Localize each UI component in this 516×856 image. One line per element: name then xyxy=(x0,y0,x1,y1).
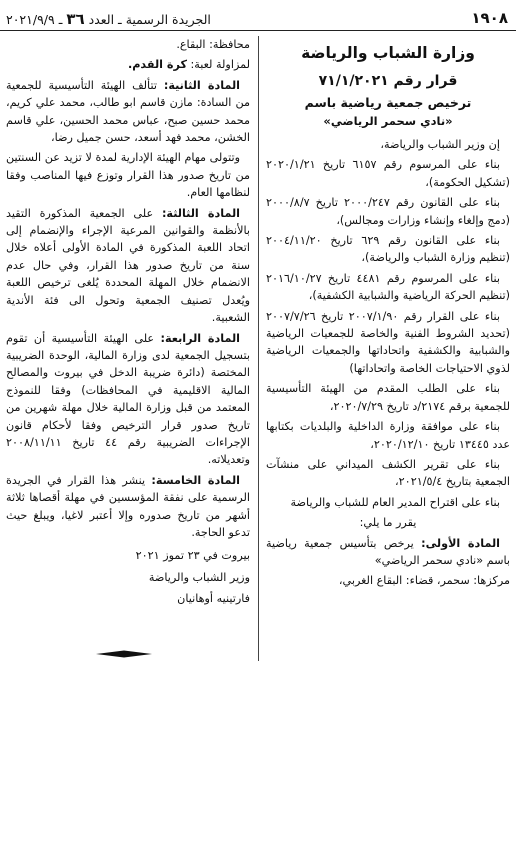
article-4-text: على الهيئة التأسيسية أن تقوم بتسجيل الجمعية لدى وزارة المالية، الوحدة الضريبية المختصة (دائرة ضريبة الدخل في بيروت والمصالح المالية الاقليمية في المحافظات) وفقا للنموذج المعتمد من قبل وزارة المالية خلال مهلة شهرين من تاريخ صدور قرار الترخيص وفقا لأحكام قانون الإجراءات الضريبية رقم ٤٤ تاريخ ٢٠٠٨/١١/١١ وتعديلاته. xyxy=(6,331,250,467)
signatory-name: فارتينيه أوهانيان xyxy=(177,592,250,606)
article-3-label: المادة الثالثة: xyxy=(161,206,240,220)
consideration-item: بناء على القانون رقم ٦٢٩ تاريخ ٢٠٠٤/١١/٢٠ (تنظيم وزارة الشباب والرياضة)، xyxy=(266,234,510,265)
column-divider xyxy=(258,36,259,661)
article-3-text: على الجمعية المذكورة التقيد بالأنظمة والقوانين المرعية الإجراء والإنضمام إلى اتحاد اللعبة المذكورة في المادة الأولى أعلاه خلال سنة من تاريخ صدور هذا القرار، وفي حال عدم الانضمام خلال المهلة المحددة يُلغى ترخيص اللعبة ويُعدل تصنيف الجمعية وتحول الى فئة الأندية الشعبية. xyxy=(6,206,250,325)
end-ornament-icon xyxy=(96,650,152,658)
article-1-text: يرخص بتأسيس جمعية رياضية باسم «نادي سحمر الرياضي» xyxy=(266,536,510,567)
place-date: بيروت في ٢٣ تموز ٢٠٢١ xyxy=(135,549,250,563)
issue-number: ٣٦ xyxy=(66,10,85,28)
article-2-text: تتألف الهيئة التأسيسية للجمعية من السادة: مازن قاسم ابو طالب، محمد علي كريم، محمد حسين صبح، عباس محمد الحسين، علي قاسم الخشن، محمد فهد أسعد، حسن جميل رضا، xyxy=(6,78,250,145)
article-2-label: المادة الثانية: xyxy=(163,78,240,92)
consideration-item: بناء على المرسوم رقم ٦١٥٧ تاريخ ٢٠٢٠/١/٢١ (تشكيل الحكومة)، xyxy=(266,158,510,189)
article-5-label: المادة الخامسة: xyxy=(151,473,240,487)
left-column xyxy=(6,36,250,612)
article-3 xyxy=(6,205,250,327)
article-4 xyxy=(6,330,250,469)
article-1 xyxy=(266,535,510,570)
consideration-item: بناء على تقرير الكشف الميداني على منشآت الجمعية بتاريخ ٢٠٢١/٥/٤، xyxy=(266,457,510,489)
governorate-line: محافظة: البقاع. xyxy=(176,38,250,51)
decision-subject: ترخيص جمعية رياضية باسم xyxy=(304,95,472,110)
consideration-item: بناء على موافقة وزارة الداخلية والبلديات بكتابها عدد ١٣٤٤٥ تاريخ ٢٠٢٠/١٢/١٠، xyxy=(266,420,510,451)
location-line: مركزها: سحمر، قضاء: البقاع الغربي، xyxy=(338,574,510,588)
intro-line: إن وزير الشباب والرياضة، xyxy=(380,138,500,151)
right-column xyxy=(266,36,510,593)
decision-number: قرار رقم ٧١/١/٢٠٢١ xyxy=(318,73,458,89)
consideration-item: بناء على الطلب المقدم من الهيئة التأسيسية للجمعية برقم ٢١٧٤/د تاريخ ٢٠٢٠/٧/٢٩، xyxy=(266,382,510,413)
page-number: ١٩٠٨ xyxy=(471,9,508,27)
consideration-item: بناء على القرار رقم ٢٠٠٧/١/٩٠ تاريخ ٢٠٠٧/٧/٢٦ (تحديد الشروط الفنية والخاصة للجمعيات الرياضية والشبابية والكشفية واتحاداتها والجمعيات الرياضية لذوي الاحتياجات الخاصة واتحاداتها) xyxy=(266,309,510,375)
club-name: «نادي سحمر الرياضي» xyxy=(323,114,453,128)
sport-name: كرة القدم. xyxy=(127,58,187,72)
ministry-heading: وزارة الشباب والرياضة xyxy=(301,44,475,62)
signature-block xyxy=(6,547,250,607)
gazette-title-prefix: الجريدة الرسمية ـ العدد xyxy=(88,12,211,27)
page-header xyxy=(0,0,516,31)
issue-date: ـ ٢٠٢١/٩/٩ xyxy=(6,12,63,27)
signatory-title: وزير الشباب والرياضة xyxy=(148,570,250,584)
gazette-title xyxy=(6,10,211,28)
consideration-item: بناء على المرسوم رقم ٤٤٨١ تاريخ ٢٠١٦/١٠/٢٧ (تنظيم الحركة الرياضية والشبابية الكشفية)، xyxy=(266,271,510,303)
article-5-text: ينشر هذا القرار في الجريدة الرسمية على نفقة المؤسسين في مهلة أقصاها ثلاثة أشهر من تاريخ صدوره وإلا أعتبر لاغيا، ويبلغ حيث تدعو الحاجة. xyxy=(6,473,250,539)
article-2-continuation: وتتولى مهام الهيئة الإدارية لمدة لا تزيد عن السنتين من تاريخ صدور هذا القرار وتوزع فيها المناصب وفقا لنظامها العام. xyxy=(6,151,250,200)
article-5 xyxy=(6,472,250,542)
sport-line xyxy=(6,56,250,73)
article-1-label: المادة الأولى: xyxy=(421,536,500,550)
article-2 xyxy=(6,77,250,147)
article-4-label: المادة الرابعة: xyxy=(160,331,240,345)
consideration-item: بناء على القانون رقم ٢٠٠٠/٢٤٧ تاريخ ٢٠٠٠/٨/٧ (دمج وإلغاء وإنشاء وزارات ومجالس)، xyxy=(266,196,510,227)
consideration-item: بناء على اقتراح المدير العام للشباب والرياضة xyxy=(290,495,500,509)
sport-label: لمزاولة لعبة: xyxy=(190,58,250,72)
decides-line: يقرر ما يلي: xyxy=(359,516,417,530)
